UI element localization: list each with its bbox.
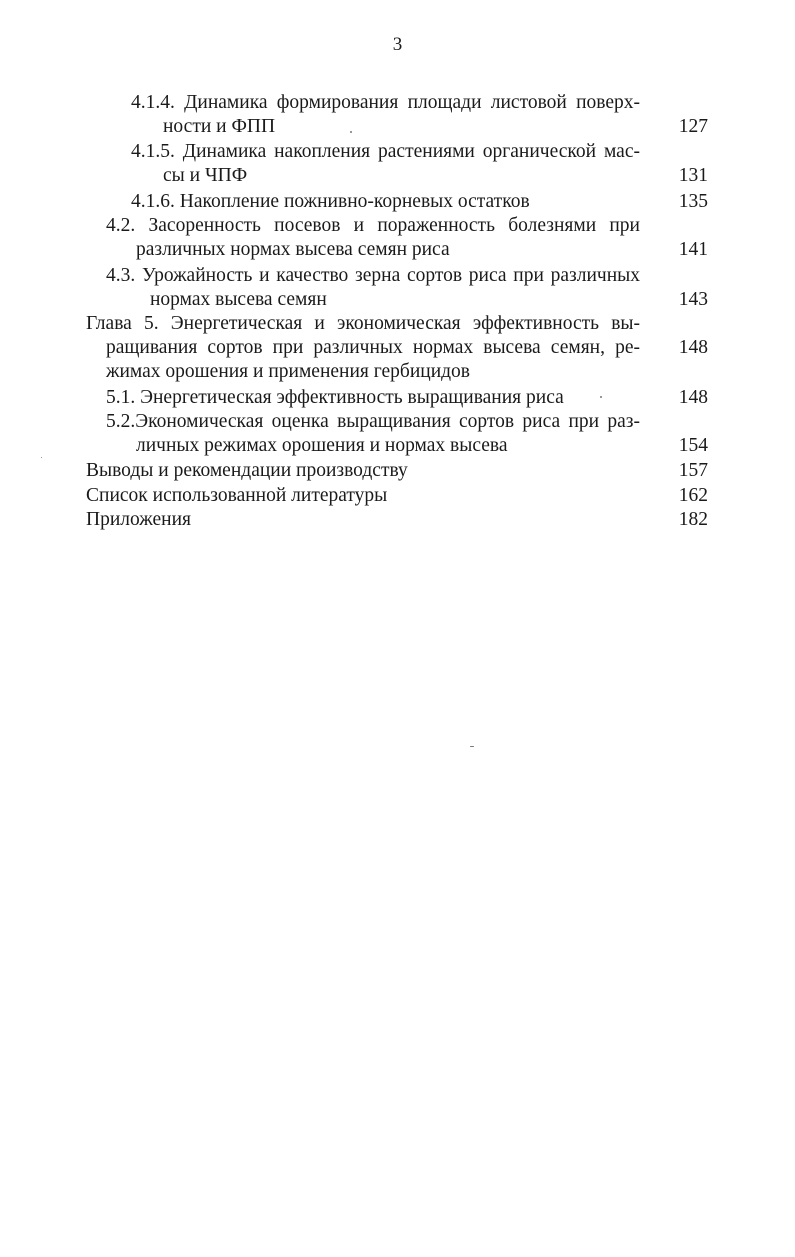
toc-entry-5-1[interactable] <box>0 386 795 410</box>
toc-entry-text: Выводы и рекомендации производству <box>86 460 408 481</box>
toc-entry-text: Глава 5. Энергетическая и экономическая эффективность вы- <box>86 313 640 334</box>
toc-page-number: 148 <box>678 387 708 408</box>
toc-entry-text: 4.1.5. Динамика накопления растениями органической мас- <box>131 141 640 162</box>
scan-speck <box>350 131 352 133</box>
toc-page-number: 182 <box>678 509 708 530</box>
toc-entry-4-3[interactable] <box>0 264 795 312</box>
toc-page-number: 157 <box>678 460 708 481</box>
toc-entry-text: жимах орошения и применения гербицидов <box>106 361 471 382</box>
toc-page-number: 162 <box>678 485 708 506</box>
toc-entry-text: 4.1.4. Динамика формирования площади листовой поверх- <box>131 92 640 113</box>
toc-entry-text: личных режимах орошения и нормах высева <box>136 435 508 456</box>
toc-page-number: 148 <box>678 337 708 358</box>
toc-page-number: 141 <box>678 239 708 260</box>
toc-entry-text: сы и ЧПФ <box>163 165 248 186</box>
toc-entry-4-1-6[interactable] <box>0 190 795 214</box>
toc-entry-4-1-4[interactable] <box>0 91 795 140</box>
toc-entry-references[interactable] <box>0 484 795 508</box>
toc-entry-text: ности и ФПП <box>163 116 276 137</box>
toc-page-number: 131 <box>678 165 708 186</box>
toc-entry-text: 4.1.6. Накопление пожнивно-корневых остатков <box>131 191 530 212</box>
toc-entry-text: Приложения <box>86 509 191 530</box>
toc-entry-text: различных нормах высева семян риса <box>136 239 450 260</box>
toc-page-number: 135 <box>678 191 708 212</box>
toc-entry-text: 4.2. Засоренность посевов и пораженность болезнями при <box>106 215 640 236</box>
toc-entry-5-2[interactable] <box>0 410 795 459</box>
toc-page-number: 127 <box>678 116 708 137</box>
toc-entry-text: 5.2.Экономическая оценка выращивания сортов риса при раз- <box>106 411 640 432</box>
scan-speck <box>600 396 602 398</box>
table-of-contents <box>0 91 795 532</box>
toc-entry-text: 4.3. Урожайность и качество зерна сортов риса при различных <box>106 265 640 286</box>
toc-entry-text: ращивания сортов при различных нормах высева семян, ре- <box>106 337 640 358</box>
toc-entry-text: Список использованной литературы <box>86 485 388 506</box>
toc-entry-4-2[interactable] <box>0 214 795 264</box>
toc-entry-chapter-5[interactable] <box>0 312 795 386</box>
page-number: 3 <box>392 34 403 55</box>
toc-entry-4-1-5[interactable] <box>0 140 795 190</box>
toc-entry-text: 5.1. Энергетическая эффективность выращивания риса <box>106 387 564 408</box>
toc-page-number: 143 <box>678 289 708 310</box>
toc-entry-conclusions[interactable] <box>0 459 795 484</box>
toc-entry-text: нормах высева семян <box>150 289 327 310</box>
toc-entry-appendix[interactable] <box>0 508 795 532</box>
toc-page-number: 154 <box>678 435 708 456</box>
scan-speck <box>41 457 42 458</box>
scan-speck <box>470 746 474 747</box>
